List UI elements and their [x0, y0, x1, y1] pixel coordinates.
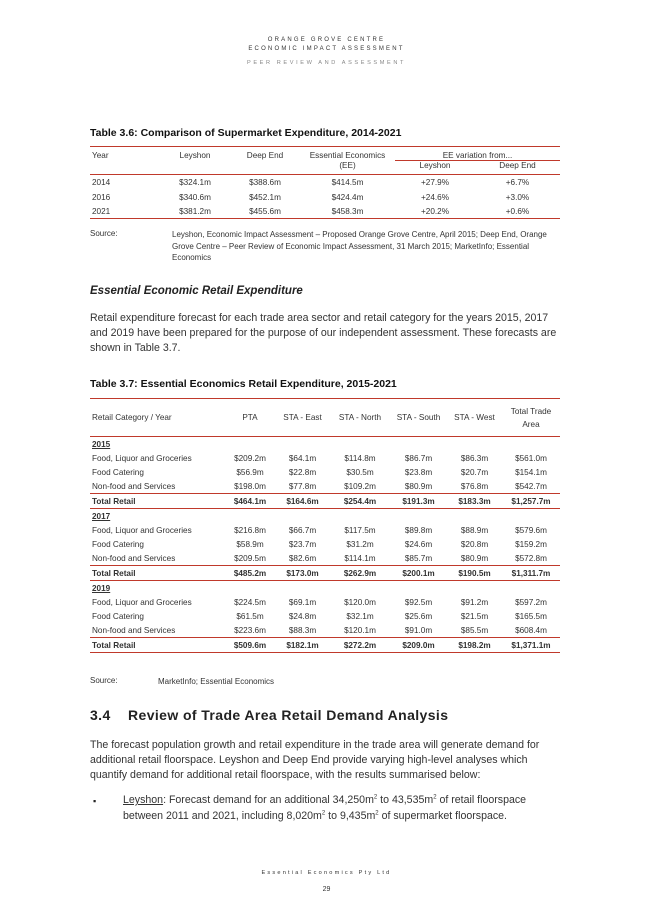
table-cell: $272.2m	[343, 640, 377, 650]
table-cell: $455.6m	[249, 206, 281, 216]
table-cell: $381.2m	[179, 206, 211, 216]
table-cell: Non-food and Services	[92, 481, 176, 491]
table-cell: $414.5m	[331, 178, 364, 188]
superscript: 2	[321, 809, 326, 816]
table-cell: $66.7m	[288, 526, 317, 535]
table-cell: $340.6m	[179, 193, 211, 202]
table-cell: Total Retail	[92, 496, 136, 506]
col-header-sta-south: STA - South	[396, 413, 441, 422]
section-heading	[90, 707, 448, 723]
table-cell: $91.0m	[404, 625, 433, 635]
bullet-text-5: of supermarket floorspace.	[378, 809, 508, 822]
table-cell: $183.3m	[458, 496, 491, 506]
table-cell: Food, Liquor and Groceries	[92, 454, 192, 463]
table-cell: $509.6m	[233, 640, 267, 650]
table-cell: $464.1m	[233, 496, 267, 506]
table-cell: $88.3m	[288, 625, 317, 635]
table-row	[90, 175, 560, 191]
table-3-7	[90, 398, 560, 653]
bullet-marker: ▪	[93, 796, 97, 806]
table-cell: $24.8m	[288, 612, 317, 621]
table-row	[90, 466, 560, 480]
table-cell: +0.6%	[505, 206, 530, 216]
table-cell: $120.0m	[344, 598, 376, 607]
table-cell: $23.8m	[404, 468, 433, 477]
source-label: Source:	[90, 676, 118, 685]
table-cell: $198.0m	[234, 481, 266, 491]
table-3-7-source	[90, 676, 560, 690]
table-cell: $114.1m	[344, 553, 376, 563]
table-cell: $31.2m	[346, 540, 374, 549]
table-cell: $182.1m	[286, 640, 319, 650]
col-header-sta-east: STA - East	[283, 413, 322, 422]
table-cell: $190.5m	[458, 568, 491, 578]
table-cell: $20.7m	[460, 468, 489, 477]
table-cell: $216.8m	[234, 526, 266, 535]
table-cell: $77.8m	[288, 481, 317, 491]
table-cell: Total Retail	[92, 640, 136, 650]
table-cell: $209.2m	[234, 454, 266, 463]
col-header-total-line1: Total Trade	[510, 406, 552, 416]
table-cell: Non-food and Services	[92, 625, 176, 635]
table-cell: $209.0m	[402, 640, 435, 650]
table-cell: $173.0m	[286, 568, 319, 578]
table-cell: $22.8m	[288, 468, 317, 477]
source-text: Leyshon, Economic Impact Assessment – Proposed Orange Grove Centre, April 2015; Deep End, Orange Grove Centre – Peer Review of Economic Impact Assessment, 31 March 2015; MarketInfo; Essential Economics	[172, 230, 547, 262]
header-title-line1: ORANGE GROVE CENTRE	[267, 37, 386, 43]
table-cell: +27.9%	[421, 178, 449, 188]
table-cell: $85.7m	[404, 553, 433, 563]
col-header-pta: PTA	[242, 413, 258, 422]
table-cell: Food Catering	[92, 540, 144, 549]
table-cell: $21.5m	[460, 612, 489, 621]
col-header-ee2: (EE)	[339, 160, 356, 170]
table-cell: Food, Liquor and Groceries	[92, 526, 192, 535]
col-header-var-deepend: Deep End	[499, 161, 536, 170]
bullet-text-4: to 9,435m	[325, 809, 376, 822]
table-row	[90, 480, 560, 494]
table-cell: $114.8m	[344, 454, 376, 463]
table-cell: $424.4m	[331, 193, 364, 202]
table-cell: $485.2m	[233, 568, 267, 578]
section-title: Review of Trade Area Retail Demand Analysis	[128, 707, 449, 723]
table-cell: $597.2m	[515, 598, 547, 607]
page-number: 29	[322, 886, 331, 893]
table-cell: $209.5m	[234, 553, 266, 563]
table-cell: $88.9m	[460, 526, 489, 535]
table-total-row	[90, 494, 560, 509]
table-row	[90, 191, 560, 205]
table-cell: $56.9m	[236, 468, 264, 477]
source-text: MarketInfo; Essential Economics	[158, 677, 275, 686]
table-cell: Food Catering	[92, 612, 144, 621]
table-cell: +24.6%	[421, 193, 449, 202]
table-cell: $25.6m	[404, 612, 433, 621]
table-cell: $120.1m	[344, 625, 376, 635]
table-row	[90, 624, 560, 638]
paragraph-2: The forecast population growth and retail expenditure in the trade area will generate demand for additional retail floorspace. Leyshon and Deep End provide varying high-level analyses which quantify demand for additional retail floorspace, with the results summarised below:	[90, 739, 540, 782]
table-cell: Food Catering	[92, 468, 144, 477]
table-header-row-2	[90, 161, 560, 175]
table-cell: $85.5m	[460, 625, 489, 635]
table-cell: $82.6m	[288, 553, 317, 563]
table-cell: $458.3m	[331, 206, 364, 216]
superscript: 2	[373, 794, 378, 801]
header-subtitle: PEER REVIEW AND ASSESSMENT	[247, 60, 406, 66]
table-cell: +3.0%	[505, 193, 530, 202]
table-cell: $224.5m	[234, 598, 266, 607]
col-header-category: Retail Category / Year	[92, 413, 172, 422]
table-cell: 2014	[92, 178, 111, 188]
col-header-variation: EE variation from...	[395, 147, 560, 161]
table-row	[90, 452, 560, 466]
col-header-leyshon: Leyshon	[179, 151, 211, 161]
table-cell: $109.2m	[344, 481, 376, 491]
col-header-total-line2: Area	[522, 419, 540, 429]
table-cell: $24.6m	[404, 540, 433, 549]
table-cell: $452.1m	[249, 193, 281, 202]
table-cell: $542.7m	[515, 481, 547, 491]
table-cell: $191.3m	[402, 496, 435, 506]
table-cell: $561.0m	[515, 454, 547, 463]
table-cell: $20.8m	[460, 540, 489, 549]
col-header-year: Year	[92, 151, 109, 161]
table-cell: $80.9m	[460, 553, 489, 563]
table-cell: $91.2m	[460, 598, 489, 607]
table-total-row	[90, 638, 560, 653]
table-cell: $61.5m	[236, 612, 264, 621]
table-row	[90, 552, 560, 566]
source-label: Source:	[90, 229, 118, 238]
table-cell: $30.5m	[346, 468, 374, 477]
table-cell: Total Retail	[92, 568, 136, 578]
table-cell: Non-food and Services	[92, 553, 176, 563]
table-group-row	[90, 581, 560, 596]
table-cell: $1,311.7m	[511, 568, 551, 578]
table-cell: $1,257.7m	[511, 496, 551, 506]
col-header-total	[502, 399, 560, 437]
table-cell: $223.6m	[234, 625, 266, 635]
table-3-7-caption: Table 3.7: Essential Economics Retail Expenditure, 2015-2021	[90, 378, 397, 390]
table-cell: $154.1m	[515, 468, 547, 477]
table-cell: $64.1m	[288, 454, 317, 463]
group-year: 2017	[92, 511, 111, 521]
superscript: 2	[375, 809, 379, 816]
table-cell: $117.5m	[344, 526, 376, 535]
col-header-ee: Essential Economics	[309, 151, 386, 161]
table-cell: $76.8m	[460, 481, 489, 491]
table-cell: $92.5m	[404, 598, 433, 607]
group-year: 2019	[92, 583, 111, 593]
table-3-6	[90, 146, 560, 219]
table-cell: $159.2m	[515, 540, 547, 549]
table-cell: $32.1m	[346, 612, 374, 621]
bullet-text-2: to 43,535m	[377, 794, 434, 806]
table-cell: $608.4m	[515, 625, 547, 635]
table-3-6-source	[90, 229, 560, 265]
table-row	[90, 538, 560, 552]
bullet-item	[123, 793, 563, 824]
table-row	[90, 524, 560, 538]
section-number: 3.4	[90, 707, 111, 723]
header-title-line2: ECONOMIC IMPACT ASSESSMENT	[248, 46, 405, 52]
col-header-sta-west: STA - West	[454, 413, 495, 422]
bullet-label: Leyshon	[123, 794, 164, 806]
table-cell: $572.8m	[515, 553, 547, 563]
bullet-text-1: : Forecast demand for an additional 34,250m	[163, 794, 374, 806]
table-cell: $254.4m	[343, 496, 377, 506]
col-header-var-leyshon: Leyshon	[419, 161, 451, 170]
table-row	[90, 596, 560, 610]
table-cell: $89.8m	[404, 526, 433, 535]
table-group-row	[90, 437, 560, 452]
table-cell: $165.5m	[515, 612, 547, 621]
table-group-row	[90, 509, 560, 524]
subheading: Essential Economic Retail Expenditure	[90, 285, 303, 297]
table-cell: $86.7m	[404, 454, 433, 463]
table-row	[90, 610, 560, 624]
table-cell: $262.9m	[343, 568, 377, 578]
table-header-row	[90, 399, 560, 437]
table-cell: $58.9m	[236, 540, 264, 549]
table-cell: $198.2m	[458, 640, 491, 650]
table-cell: +20.2%	[421, 206, 449, 216]
table-cell: Food, Liquor and Groceries	[92, 598, 192, 607]
table-cell: +6.7%	[505, 178, 530, 188]
table-cell: 2021	[92, 206, 111, 216]
table-cell: $324.1m	[179, 178, 211, 188]
col-header-sta-north: STA - North	[338, 413, 382, 422]
group-year: 2015	[92, 439, 111, 449]
superscript: 2	[433, 794, 437, 801]
table-cell: $200.1m	[402, 568, 435, 578]
table-row	[90, 205, 560, 219]
table-header-row	[90, 147, 560, 161]
paragraph-1: Retail expenditure forecast for each trade area sector and retail category for the years 2015, 2017 and 2019 have been prepared for the purpose of our independent assessment. These forecasts are shown in Table 3.7.	[90, 312, 557, 355]
table-cell: $80.9m	[404, 481, 433, 491]
table-cell: $86.3m	[460, 454, 489, 463]
table-cell: $579.6m	[515, 526, 547, 535]
table-total-row	[90, 566, 560, 581]
col-header-deepend: Deep End	[246, 151, 284, 161]
table-cell: $23.7m	[288, 540, 317, 549]
table-cell: $388.6m	[249, 178, 281, 188]
table-cell: 2016	[92, 193, 111, 202]
footer-company: Essential Economics Pty Ltd	[261, 870, 392, 876]
table-3-6-caption: Table 3.6: Comparison of Supermarket Expenditure, 2014-2021	[90, 127, 402, 139]
bullet-text-3: of retail floorspace between 2011 and 2021, including 8,020m	[123, 794, 527, 822]
table-cell: $164.6m	[286, 496, 319, 506]
table-cell: $1,371.1m	[511, 640, 551, 650]
table-cell: $69.1m	[288, 598, 317, 607]
